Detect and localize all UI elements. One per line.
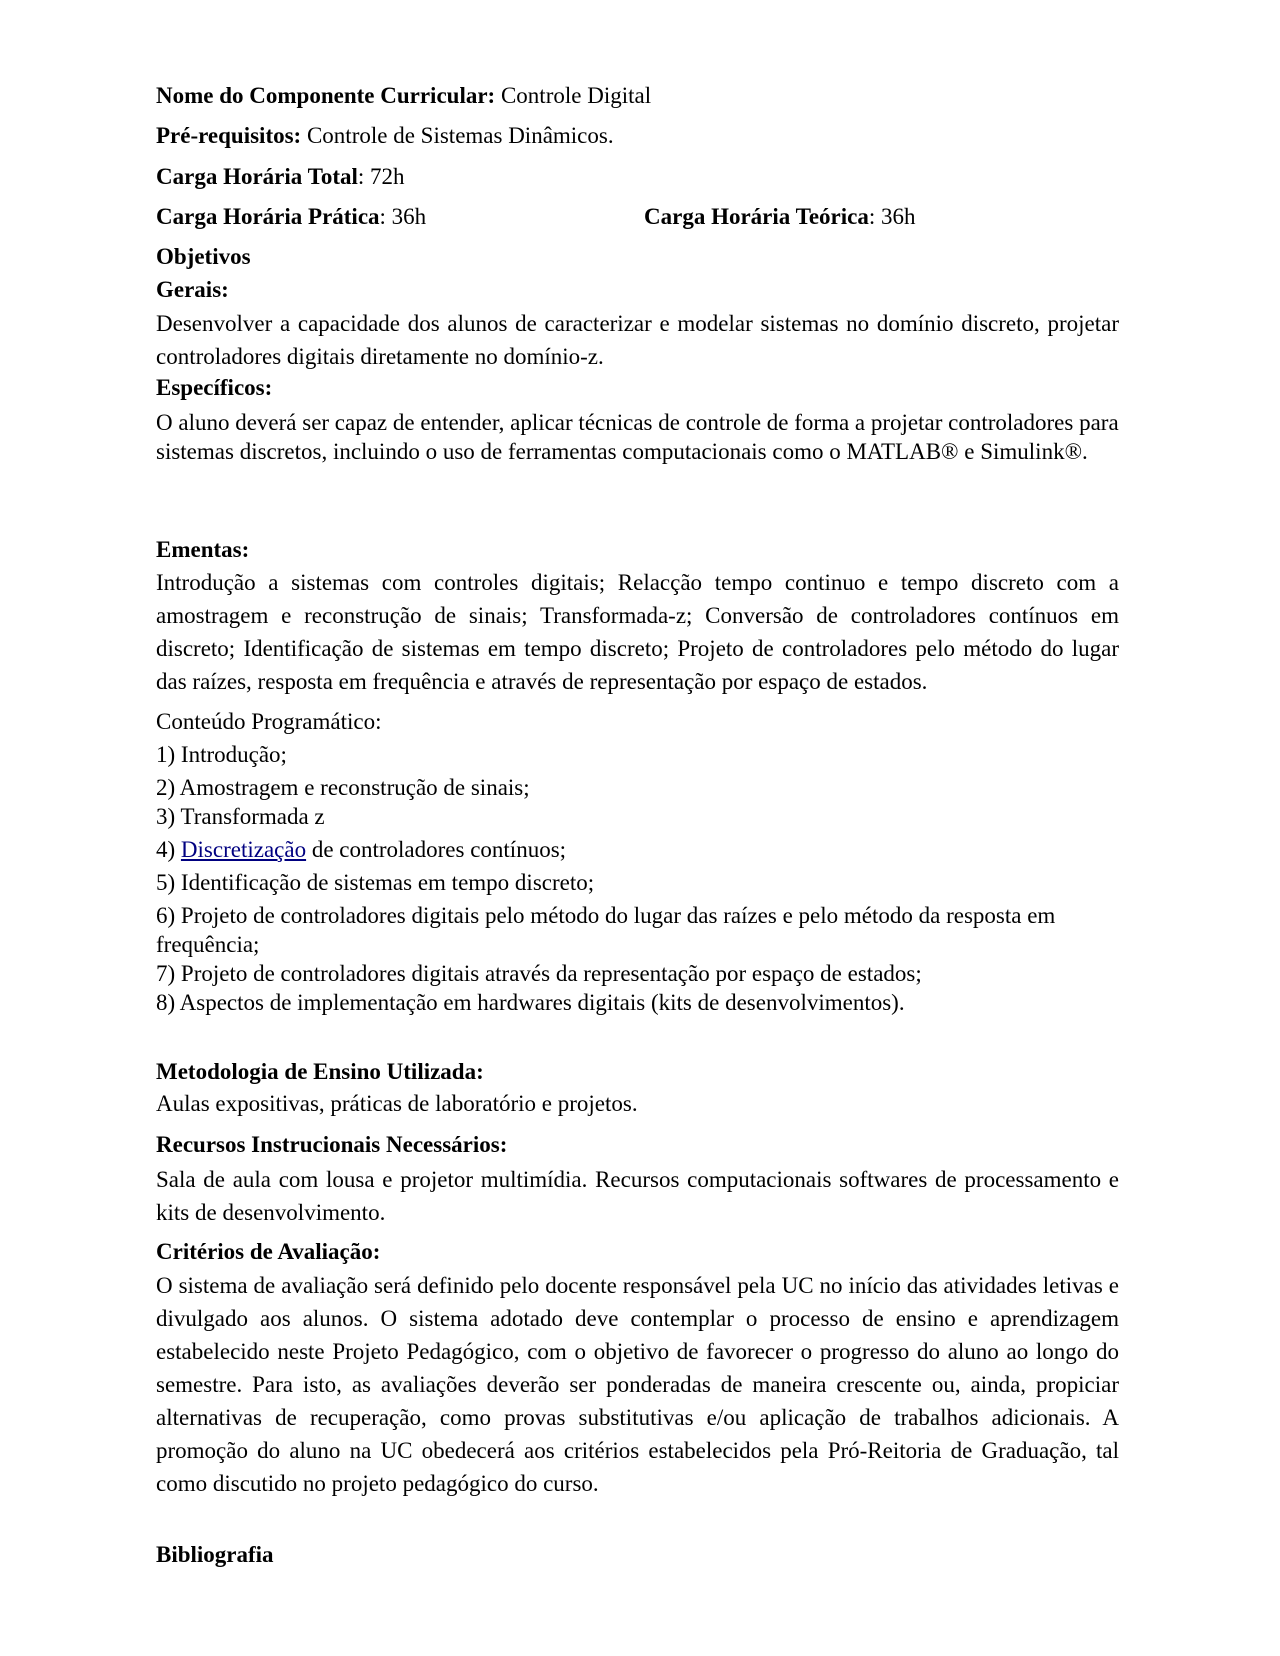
discretizacao-link[interactable]: Discretização: [180, 837, 307, 862]
practical-hours-value: : 36h: [379, 204, 427, 229]
general-objectives-text: Desenvolver a capacidade dos alunos de caracterizar e modelar sistemas no domínio discreto, projetar controladores digitais diretamente no domínio-z.: [156, 311, 1119, 369]
program-item-suffix: de controladores contínuos;: [306, 837, 567, 862]
specific-objectives-text: O aluno deverá ser capaz de entender, aplicar técnicas de controle de forma a projetar controladores para sistemas discretos, incluindo o uso de ferramentas computacionais como o MATLAB® e Simulink®.: [156, 410, 1119, 464]
program-item: [156, 835, 566, 865]
specific-objectives-heading: Específicos:: [156, 375, 273, 400]
prerequisites-label: Pré-requisitos:: [156, 123, 302, 148]
methodology-heading: Metodologia de Ensino Utilizada:: [156, 1059, 484, 1084]
practical-hours-row: [156, 202, 426, 232]
total-hours-row: [156, 162, 405, 192]
total-hours-value: : 72h: [357, 164, 405, 189]
practical-hours-label: Carga Horária Prática: [156, 204, 380, 229]
component-name-row: [156, 81, 651, 111]
theoretical-hours-label: Carga Horária Teórica: [644, 204, 869, 229]
resources-heading: Recursos Instrucionais Necessários:: [156, 1132, 508, 1157]
prerequisites-row: [156, 121, 614, 151]
prerequisites-value: Controle de Sistemas Dinâmicos.: [301, 123, 614, 148]
program-item: 7) Projeto de controladores digitais através da representação por espaço de estados;: [156, 961, 922, 986]
evaluation-text: O sistema de avaliação será definido pelo docente responsável pela UC no início das atividades letivas e divulgado aos alunos. O sistema adotado deve contemplar o processo de ensino e aprendizagem estabelecido neste Projeto Pedagógico, com o objetivo de favorecer o progresso do aluno ao longo do semestre. Para isto, as avaliações deverão ser ponderadas de maneira crescente ou, ainda, propiciar alternativas de recuperação, como provas substitutivas e/ou aplicação de trabalhos adicionais. A promoção do aluno na UC obedecerá aos critérios estabelecidos pela Pró-Reitoria de Graduação, tal como discutido no projeto pedagógico do curso.: [156, 1273, 1119, 1496]
program-item: 5) Identificação de sistemas em tempo discreto;: [156, 870, 595, 895]
program-item: 8) Aspectos de implementação em hardwares digitais (kits de desenvolvimentos).: [156, 990, 905, 1015]
total-hours-label: Carga Horária Total: [156, 164, 358, 189]
component-name-value: Controle Digital: [495, 83, 652, 108]
theoretical-hours-value: : 36h: [868, 204, 916, 229]
program-item: 3) Transformada z: [156, 804, 325, 829]
general-objectives-heading: Gerais:: [156, 277, 229, 302]
methodology-text: Aulas expositivas, práticas de laboratório e projetos.: [156, 1091, 638, 1116]
resources-text: Sala de aula com lousa e projetor multimídia. Recursos computacionais softwares de processamento e kits de desenvolvimento.: [156, 1167, 1119, 1225]
program-item: 2) Amostragem e reconstrução de sinais;: [156, 775, 530, 800]
bibliography-heading: Bibliografia: [156, 1542, 274, 1567]
program-item: 6) Projeto de controladores digitais pelo método do lugar das raízes e pelo método da resposta em frequência;: [156, 903, 1056, 957]
program-content-heading: Conteúdo Programático:: [156, 709, 382, 734]
objectives-heading: Objetivos: [156, 244, 251, 269]
syllabus-heading: Ementas:: [156, 537, 250, 562]
theoretical-hours-row: [644, 202, 916, 232]
component-name-label: Nome do Componente Curricular:: [156, 83, 496, 108]
program-item: 1) Introdução;: [156, 742, 287, 767]
evaluation-heading: Critérios de Avaliação:: [156, 1239, 381, 1264]
syllabus-text: Introdução a sistemas com controles digitais; Relacção tempo continuo e tempo discreto com a amostragem e reconstrução de sinais; Transformada-z; Conversão de controladores contínuos em discreto; Identificação de sistemas em tempo discreto; Projeto de controladores pelo método do lugar das raízes, resposta em frequência e através de representação por espaço de estados.: [156, 570, 1119, 694]
program-item-prefix: 4): [156, 837, 181, 862]
